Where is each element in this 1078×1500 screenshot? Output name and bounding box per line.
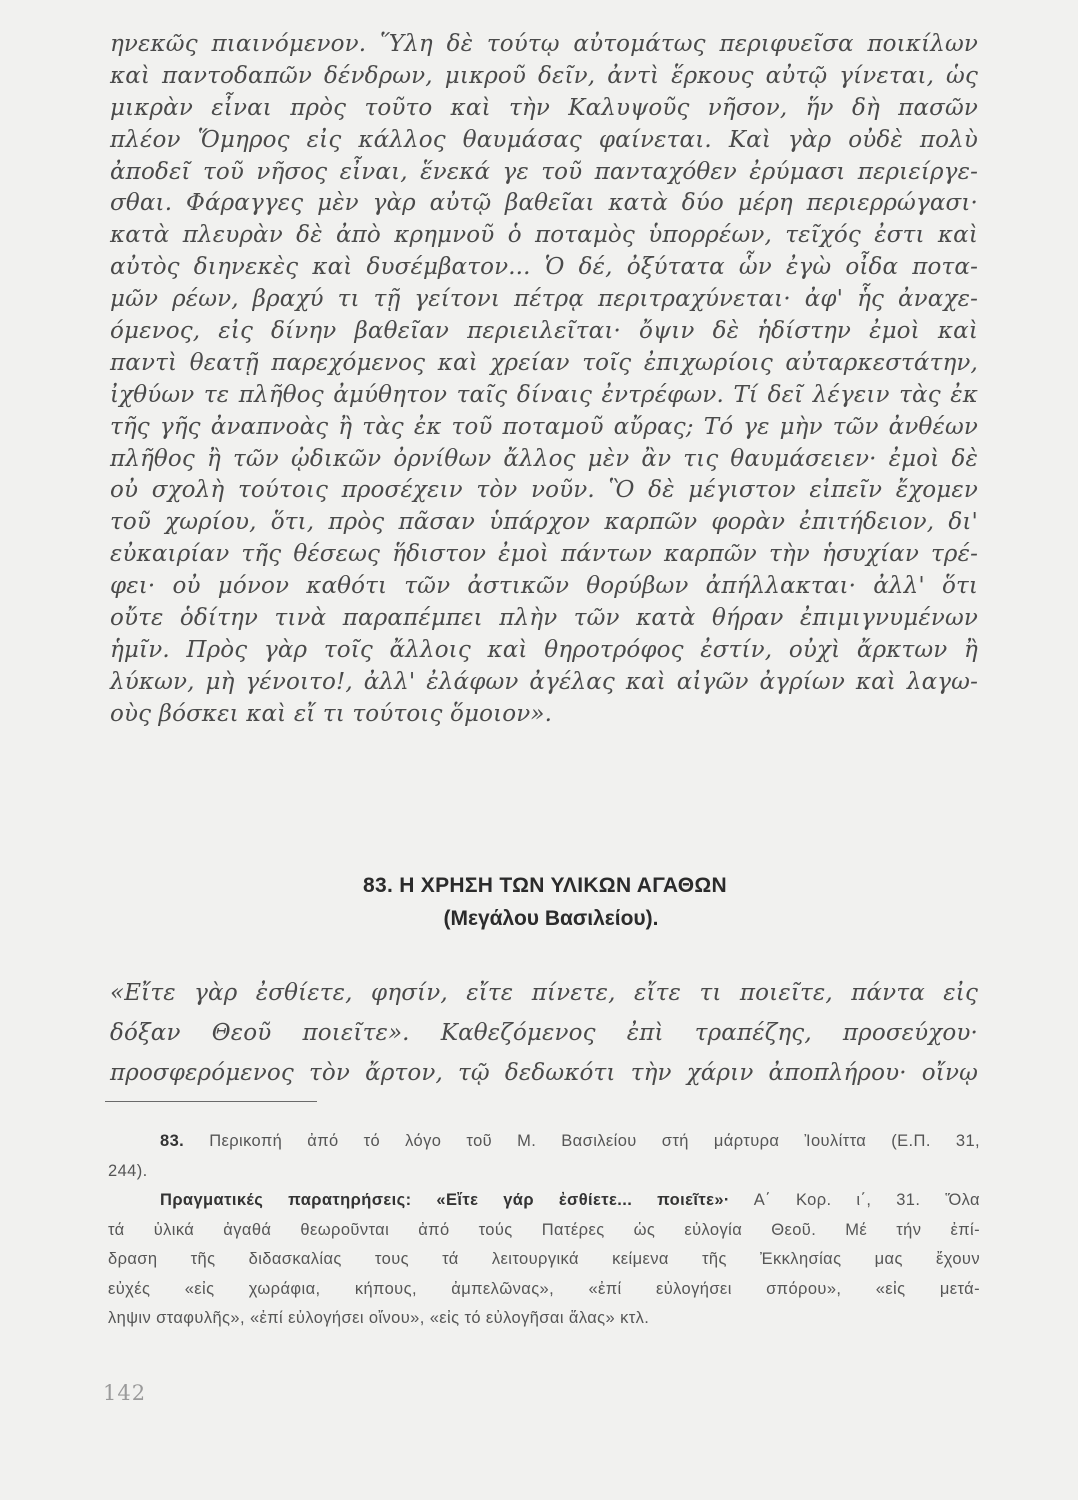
footnote-text: Περικοπή ἀπό τό λόγο τοῦ Μ. Βασιλείου στή μάρτυρα Ἰουλίττα (Ε.Π. 31, <box>209 1132 981 1150</box>
body-line: οὐ σχολὴ τούτοις προσέχειν τὸν νοῦν. Ὃ δὲ μέγιστον εἰπεῖν ἔχομεν <box>110 477 978 504</box>
quote-line: δόξαν Θεοῦ ποιεῖτε». Καθεζόμενος ἐπὶ τραπέζης, προσεύχου· <box>110 1020 978 1046</box>
footnote-line: δραση τῆς διδασκαλίας τους τά λειτουργικά κείμενα τῆς Ἐκκλησίας μας ἔχουν <box>108 1250 980 1268</box>
body-line: τῆς γῆς ἀναπνοὰς ἢ τὰς ἐκ τοῦ ποταμοῦ αὔρας; Τό γε μὴν τῶν ἀνθέων <box>110 413 978 440</box>
body-line: κατὰ πλευρὰν δὲ ἀπὸ κρημνοῦ ὁ ποταμὸς ὑπορρέων, τεῖχός ἐστι καὶ <box>110 222 978 249</box>
body-line: οὺς βόσκει καὶ εἴ τι τούτοις ὅμοιον». <box>110 700 553 727</box>
quote-text <box>110 973 978 1093</box>
page-number: 142 <box>103 1381 147 1405</box>
body-line: σθαι. Φάραγγες μὲν γὰρ αὐτῷ βαθεῖαι κατὰ δύο μέρη περιερρώγασι· <box>110 190 978 217</box>
body-line: πλέον Ὅμηρος εἰς κάλλος θαυμάσας φαίνεται. Καὶ γὰρ οὐδὲ πολὺ <box>110 126 978 153</box>
body-line: τοῦ χωρίου, ὅτι, πρὸς πᾶσαν ὑπάρχον καρπῶν φορὰν ἐπιτήδειον, δι' <box>110 509 978 536</box>
body-line: πλῆθος ἢ τῶν ᾠδικῶν ὀρνίθων ἄλλος μὲν ἂν τις θαυμάσειεν· ἐμοὶ δὲ <box>110 445 978 472</box>
body-line: καὶ παντοδαπῶν δένδρων, μικροῦ δεῖν, ἀντὶ ἕρκους αὐτῷ γίνεται, ὡς <box>110 62 978 89</box>
quote-line: προσφερόμενος τὸν ἄρτον, τῷ δεδωκότι τὴν χάριν ἀποπλήρου· οἴνῳ <box>110 1060 978 1086</box>
footnote-divider <box>105 1101 317 1102</box>
section-title: 83. Η ΧΡΗΣΗ ΤΩΝ ΥΛΙΚΩΝ ΑΓΑΘΩΝ <box>362 874 728 897</box>
body-line: φει· οὐ μόνον καθότι τῶν ἀστικῶν θορύβων ἀπήλλακται· ἀλλ' ὅτι <box>110 573 978 600</box>
notes-label: Πραγματικές παρατηρήσεις: <box>160 1191 412 1209</box>
body-line: μικρὰν εἶναι πρὸς τοῦτο καὶ τὴν Καλυψοῦς νῆσον, ἥν δὴ πασῶν <box>110 94 978 121</box>
body-line: εὐκαιρίαν τῆς θέσεως ἥδιστον ἐμοὶ πάντων καρπῶν τὴν ἡσυχίαν τρέ- <box>110 541 978 568</box>
body-line: παντὶ θεατῇ παρεχόμενος καὶ χρείαν τοῖς ἐπιχωρίοις αὐταρκεστάτην, <box>110 349 978 376</box>
footnote-line <box>108 1186 980 1216</box>
body-text <box>110 29 978 731</box>
notes-ref: Α΄ Κορ. ι΄, 31. Ὅλα <box>753 1191 980 1209</box>
footnote-ref: 83. <box>160 1132 185 1150</box>
body-line: μῶν ρέων, βραχύ τι τῇ γείτονι πέτρᾳ περιτραχύνεται· ἀφ' ἧς ἀναχε- <box>110 286 978 313</box>
body-line: όμενος, εἰς δίνην βαθεῖαν περιειλεῖται· ὄψιν δὲ ἡδίστην ἐμοὶ καὶ <box>110 318 978 345</box>
body-line: ἰχθύων τε πλῆθος ἀμύθητον ταῖς δίναις ἐντρέφων. Τί δεῖ λέγειν τὰς ἐκ <box>110 381 978 408</box>
footnotes <box>108 1127 980 1334</box>
body-line: ἀποδεῖ τοῦ νῆσος εἶναι, ἕνεκά γε τοῦ πανταχόθεν ἐρύμασι περιείργε- <box>110 158 978 185</box>
notes-quote: «Εἴτε γάρ ἐσθίετε... ποιεῖτε»· <box>436 1191 730 1209</box>
body-line: αὐτὸς διηνεκὲς καὶ δυσέμβατον... Ὁ δέ, ὀξύτατα ὧν ἐγὼ οἶδα ποτα- <box>110 254 978 281</box>
quote-line: «Εἴτε γὰρ ἐσθίετε, φησίν, εἴτε πίνετε, εἴτε τι ποιεῖτε, πάντα εἰς <box>110 980 978 1006</box>
footnote-line <box>108 1127 980 1157</box>
footnote-line: τά ὑλικά ἀγαθά θεωροῦνται ἀπό τούς Πατέρες ὡς εὐλογία Θεοῦ. Μέ τήν ἐπί- <box>108 1220 980 1239</box>
section-subtitle: (Μεγάλου Βασιλείου). <box>443 907 659 930</box>
body-line: ἡμῖν. Πρὸς γὰρ τοῖς ἄλλοις καὶ θηροτρόφος ἐστίν, οὐχὶ ἄρκτων ἢ <box>110 636 978 663</box>
body-line: οὔτε ὁδίτην τινὰ παραπέμπει πλὴν τῶν κατὰ θήραν ἐπιμιγνυμένων <box>110 605 978 632</box>
body-line: ηνεκῶς πιαινόμενον. Ὕλη δὲ τούτῳ αὐτομάτως περιφυεῖσα ποικίλων <box>110 31 978 57</box>
footnote-line: εὐχές «εἰς χωράφια, κήπους, ἀμπελῶνας», «ἐπί εὐλογήσει σπόρου», «εἰς μετά- <box>108 1279 980 1298</box>
footnote-line: ληψιν σταφυλῆς», «ἐπί εὐλογήσει οἴνου», «εἰς τό εὐλογῆσαι ἅλας» κτλ. <box>108 1309 650 1327</box>
footnote-line: 244). <box>108 1161 148 1180</box>
body-line: λύκων, μὴ γένοιτο!, ἀλλ' ἐλάφων ἀγέλας καὶ αἰγῶν ἀγρίων καὶ λαγω- <box>110 668 978 695</box>
